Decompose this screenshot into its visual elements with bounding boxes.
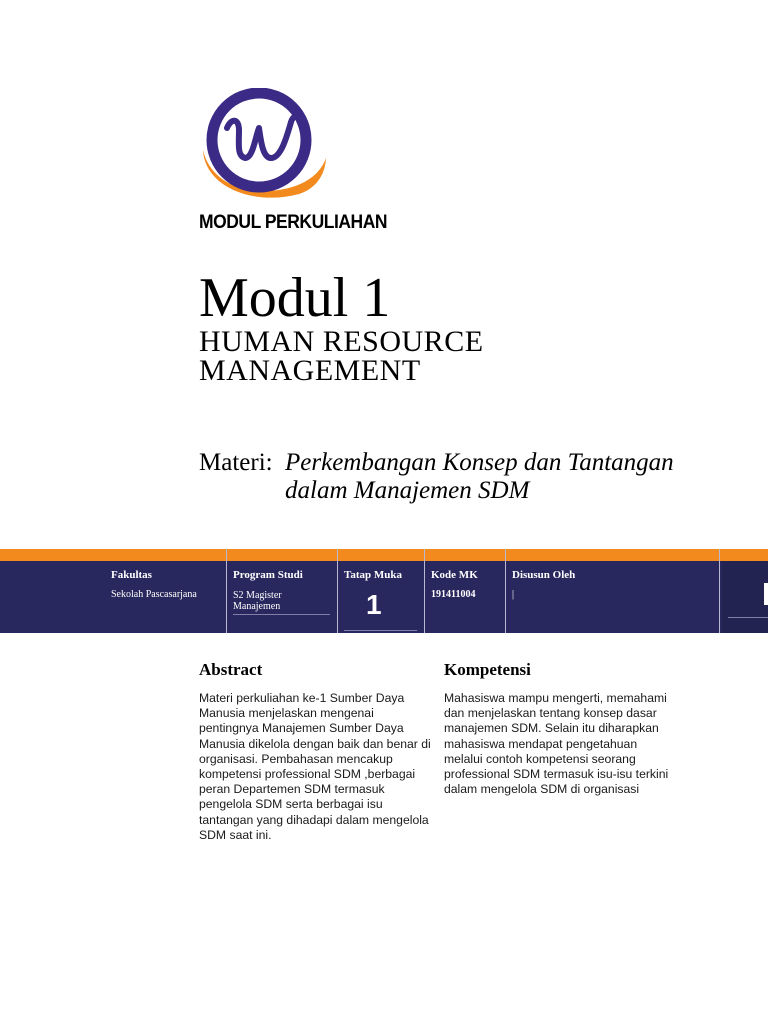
side-tab-underline (728, 617, 768, 618)
course-name: HUMAN RESOURCE MANAGEMENT (199, 325, 484, 387)
competence-text: Mahasiswa mampu mengerti, memahami dan menjelaskan tentang konsep dasar manajemen SDM. Selain itu diharapkan mahasiswa mendapat pengetahuan melalui contoh kompetensi seorang professional SDM termasuk isu-isu terkini dalam mengelola SDM di organisasi (444, 691, 669, 797)
author-value: | (512, 589, 515, 600)
band-divider (226, 549, 227, 633)
side-tab-mark (764, 583, 768, 605)
abstract-title: Abstract (199, 660, 263, 679)
module-title: Modul 1 (199, 267, 391, 329)
side-tab (722, 561, 768, 633)
competence-title: Kompetensi (444, 660, 531, 679)
faculty-label: Fakultas (111, 569, 152, 581)
document-type-label: MODUL PERKULIAHAN (199, 212, 388, 233)
band-divider (337, 549, 338, 633)
band-divider (424, 549, 425, 633)
logo-w-icon (197, 88, 329, 208)
orange-accent-strip (0, 549, 768, 561)
materi-topic: Perkembangan Konsep dan Tantangan dalam Manajemen SDM (285, 449, 674, 504)
faculty-value: Sekolah Pascasarjana (111, 589, 197, 600)
band-divider (719, 549, 720, 633)
materi-label: Materi: (199, 449, 273, 476)
session-underline (344, 630, 417, 631)
session-label: Tatap Muka (344, 569, 402, 581)
abstract-text: Materi perkuliahan ke-1 Sumber Daya Manusia menjelaskan mengenai pentingnya Manajemen Sumber Daya Manusia dikelola dengan baik dan benar di organisasi. Pembahasan mencakup kompetensi professional SDM ,berbagai peran Departemen SDM termasuk pengelola SDM serta berbagai isu tantangan yang dihadapi dalam mengelola SDM saat ini. (199, 691, 431, 842)
course-code-label: Kode MK (431, 569, 478, 581)
university-logo (197, 88, 329, 208)
session-number: 1 (366, 589, 382, 620)
author-label: Disusun Oleh (512, 569, 576, 581)
band-divider (505, 549, 506, 633)
program-label: Program Studi (233, 569, 303, 581)
program-underline (233, 614, 330, 615)
course-code-value: 191411004 (431, 589, 476, 600)
program-value: S2 Magister Manajemen (233, 590, 282, 612)
